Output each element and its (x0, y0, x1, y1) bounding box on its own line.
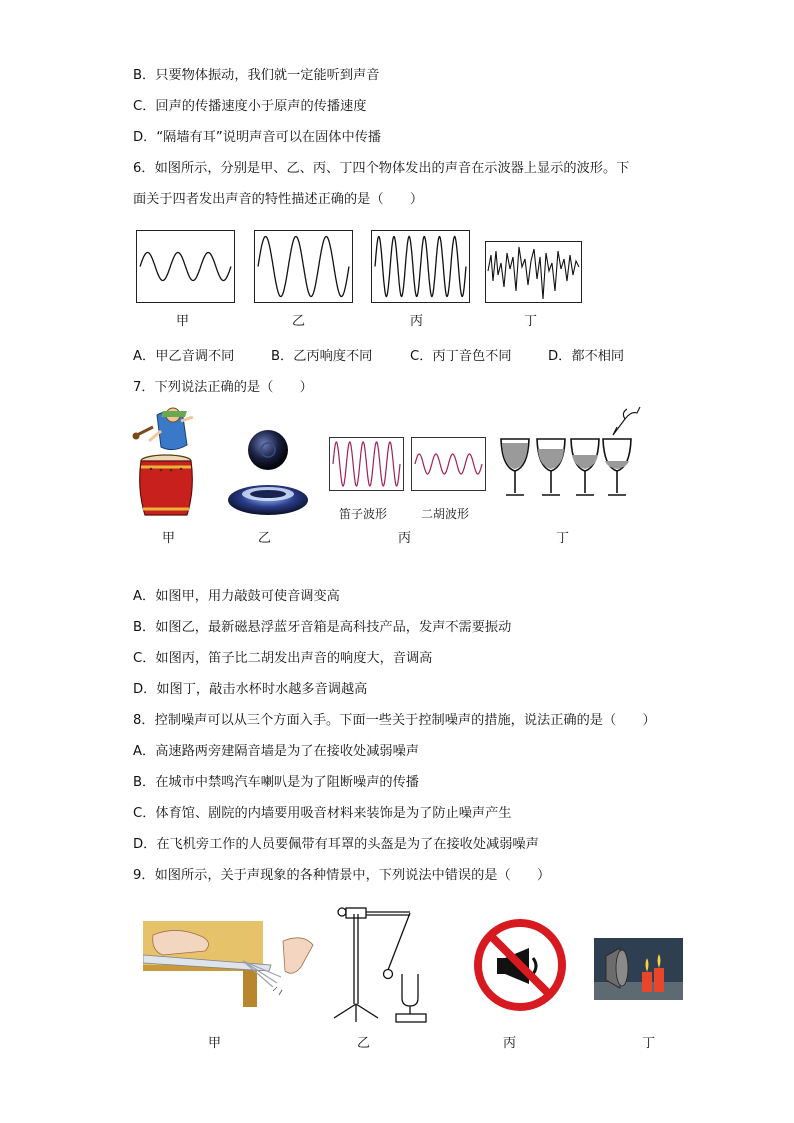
ruler-table-illustration (143, 921, 321, 1007)
q6-stem-line2: 面关于四者发出声音的特性描述正确的是（ ） (133, 192, 424, 207)
q6-option-d: D．都不相同 (548, 349, 625, 364)
wine-glasses-illustration (497, 405, 642, 499)
speaker-candle-illustration (594, 938, 683, 1000)
waveform-yi (254, 230, 354, 304)
q8-option-d: D．在飞机旁工作的人员要佩带有耳罩的头盔是为了在接收处减弱噪声 (133, 837, 539, 852)
q7-option-b: B．如图乙，最新磁悬浮蓝牙音箱是高科技产品，发声不需要振动 (133, 620, 512, 635)
erhu-waveform-label: 二胡波形 (421, 507, 470, 521)
flute-waveform-label: 笛子波形 (339, 507, 388, 521)
drummer-illustration (131, 405, 201, 519)
q9-stem: 9．如图所示，关于声现象的各种情景中，下列说法中错误的是（ ） (133, 868, 551, 883)
q6-label-yi: 乙 (292, 314, 306, 329)
waveform-bing (371, 230, 471, 304)
q7-label-jia: 甲 (162, 531, 176, 546)
q5-option-d: D．“隔墙有耳”说明声音可以在固体中传播 (133, 130, 382, 145)
q9-label-ding: 丁 (642, 1036, 656, 1051)
q5-option-c: C．回声的传播速度小于原声的传播速度 (133, 99, 367, 114)
q7-label-ding: 丁 (556, 531, 570, 546)
q6-label-ding: 丁 (524, 314, 538, 329)
q7-option-a: A．如图甲，用力敲鼓可使音调变高 (133, 589, 340, 604)
q6-option-c: C．丙丁音色不同 (410, 349, 512, 364)
tuning-fork-stand-illustration (326, 900, 442, 1026)
flute-waveform (329, 437, 405, 492)
erhu-waveform (411, 437, 487, 492)
q8-option-a: A．高速路两旁建隔音墙是为了在接收处减弱噪声 (133, 744, 419, 759)
waveform-jia (136, 230, 236, 304)
q6-stem-line1: 6．如图所示，分别是甲、乙、丙、丁四个物体发出的声音在示波器上显示的波形。下 (133, 161, 630, 176)
maglev-speaker-illustration (224, 428, 312, 518)
q7-option-c: C．如图丙，笛子比二胡发出声音的响度大，音调高 (133, 651, 433, 666)
q9-label-bing: 丙 (503, 1036, 517, 1051)
q6-label-jia: 甲 (176, 314, 190, 329)
q7-option-d: D．如图丁，敲击水杯时水越多音调越高 (133, 682, 368, 697)
waveform-ding (485, 241, 583, 304)
q8-stem: 8．控制噪声可以从三个方面入手。下面一些关于控制噪声的措施，说法正确的是（ ） (133, 713, 656, 728)
q6-option-b: B．乙丙响度不同 (271, 349, 373, 364)
q7-label-bing: 丙 (398, 531, 412, 546)
q7-label-yi: 乙 (258, 531, 272, 546)
no-horn-sign-icon (473, 918, 567, 1012)
q7-stem: 7．下列说法正确的是（ ） (133, 380, 313, 395)
q8-option-c: C．体育馆、剧院的内墙要用吸音材料来装饰是为了防止噪声产生 (133, 806, 512, 821)
q6-label-bing: 丙 (410, 314, 424, 329)
q8-option-b: B．在城市中禁鸣汽车喇叭是为了阻断噪声的传播 (133, 775, 419, 790)
q6-option-a: A．甲乙音调不同 (133, 349, 235, 364)
q9-label-jia: 甲 (208, 1036, 222, 1051)
q5-option-b: B．只要物体振动，我们就一定能听到声音 (133, 68, 380, 83)
q9-label-yi: 乙 (357, 1036, 371, 1051)
